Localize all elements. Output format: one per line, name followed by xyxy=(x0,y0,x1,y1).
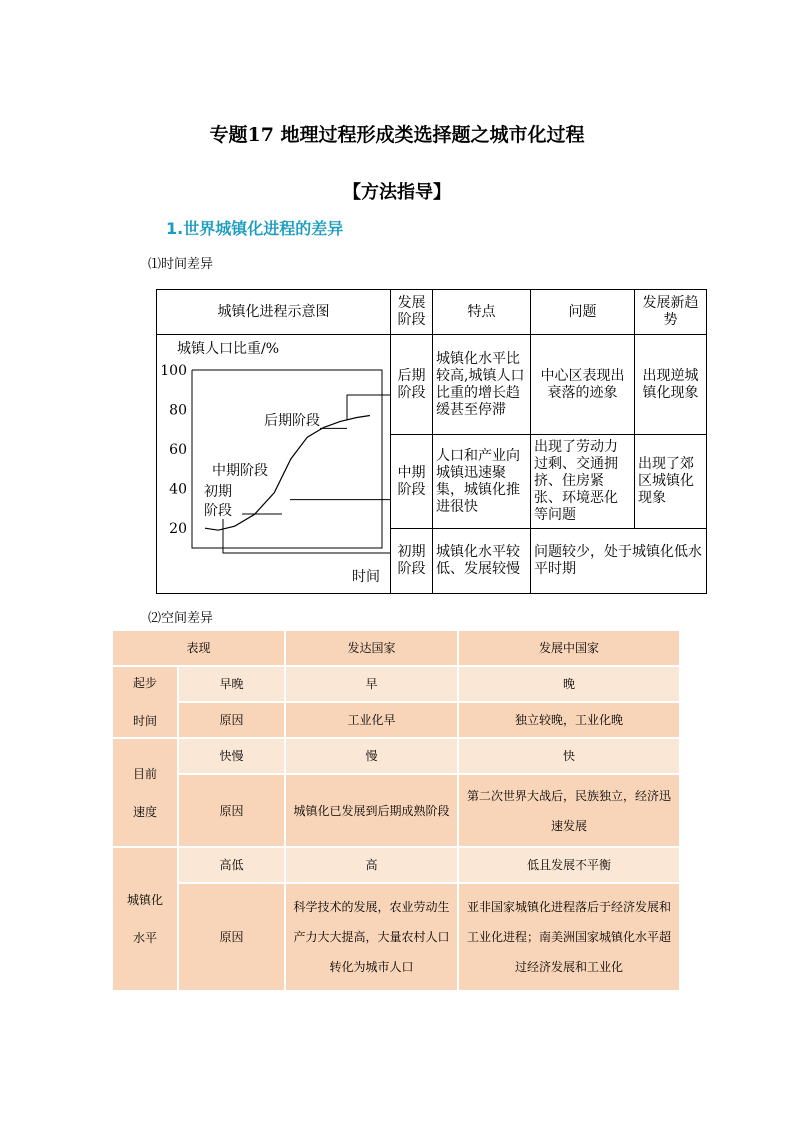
stage-late: 后期阶段 xyxy=(391,335,433,435)
label-level-reason: 原因 xyxy=(179,884,286,992)
y-tick-label: 20 xyxy=(169,521,187,538)
features-middle: 人口和产业向城镇迅速聚集，城镇化推进很快 xyxy=(433,435,531,529)
group-level xyxy=(113,848,179,992)
group-speed-line1: 目前 xyxy=(132,766,157,781)
chart-frame xyxy=(192,370,382,548)
label-speed-reason: 原因 xyxy=(179,775,286,848)
dev-fast-slow: 慢 xyxy=(286,739,459,775)
problems-early: 问题较少，处于城镇化低水平时期 xyxy=(531,529,707,594)
dev-level-reason: 科学技术的发展，农业劳动生产力大大提高，大量农村人口转化为城市人口 xyxy=(286,884,459,992)
group-speed xyxy=(113,739,179,848)
group-start-time-line1: 起步 xyxy=(132,676,157,690)
late-stage-leader xyxy=(347,395,391,420)
features-early: 城镇化水平较低、发展较慢 xyxy=(433,529,531,594)
y-tick-label: 40 xyxy=(169,481,187,498)
features-late: 城镇化水平比较高,城镇人口比重的增长趋缓甚至停滞 xyxy=(433,335,531,435)
devg-start-reason: 独立较晚，工业化晚 xyxy=(459,703,681,739)
dev-early-late: 早 xyxy=(286,667,459,703)
y-tick-label: 60 xyxy=(169,442,187,459)
y-tick-label: 80 xyxy=(169,402,187,419)
urbanization-chart-cell xyxy=(157,335,391,594)
header-features: 特点 xyxy=(433,290,531,335)
group-level-line1: 城镇化 xyxy=(126,893,163,907)
dev-start-reason: 工业化早 xyxy=(286,703,459,739)
problems-late: 中心区表现出衰落的迹象 xyxy=(531,335,635,435)
group-start-time-line2: 时间 xyxy=(132,714,157,728)
dev-speed-reason: 城镇化已发展到后期成熟阶段 xyxy=(286,775,459,848)
time-diff-label: ⑴时间差异 xyxy=(148,257,214,272)
y-tick-label: 100 xyxy=(160,363,187,379)
urbanization-curve-chart xyxy=(157,335,391,588)
label-start-reason: 原因 xyxy=(179,703,286,739)
devg-level-reason: 亚非国家城镇化进程落后于经济发展和工业化进程；南美洲国家城镇化水平超过经济发展和工业化 xyxy=(459,884,681,992)
label-fast-slow: 快慢 xyxy=(179,739,286,775)
devg-high-low: 低且发展不平衡 xyxy=(459,848,681,884)
x-axis-label: 时间 xyxy=(352,569,380,585)
dev-high-low: 高 xyxy=(286,848,459,884)
group-speed-line2: 速度 xyxy=(132,804,157,819)
space-diff-label: ⑵空间差异 xyxy=(148,611,214,626)
section-heading: 【方法指导】 xyxy=(343,182,451,203)
trend-late: 出现逆城镇化现象 xyxy=(635,335,707,435)
header-trend: 发展新趋势 xyxy=(635,290,707,335)
header-stage: 发展阶段 xyxy=(391,290,433,335)
trend-middle: 出现了郊区城镇化现象 xyxy=(635,435,707,529)
header-problems: 问题 xyxy=(531,290,635,335)
stage-early: 初期阶段 xyxy=(391,529,433,594)
header-diagram: 城镇化进程示意图 xyxy=(157,290,391,335)
devg-speed-reason: 第二次世界大战后，民族独立，经济迅速发展 xyxy=(459,775,681,848)
spatial-difference-table xyxy=(113,631,681,992)
problems-middle: 出现了劳动力过剩、交通拥挤、住房紧张、环境恶化等问题 xyxy=(531,435,635,529)
devg-early-late: 晚 xyxy=(459,667,681,703)
t2-header-aspect: 表现 xyxy=(113,631,286,667)
section1-title: 1.世界城镇化进程的差异 xyxy=(166,219,344,238)
document-title: 专题17 地理过程形成类选择题之城市化过程 xyxy=(209,124,585,146)
urbanization-stage-table xyxy=(156,289,707,594)
y-axis-label: 城镇人口比重/% xyxy=(177,341,280,357)
middle-stage-label: 中期阶段 xyxy=(212,463,268,479)
stage-middle: 中期阶段 xyxy=(391,435,433,529)
devg-fast-slow: 快 xyxy=(459,739,681,775)
early-stage-label-line1: 初期 xyxy=(204,484,232,500)
label-high-low: 高低 xyxy=(179,848,286,884)
late-stage-label: 后期阶段 xyxy=(264,413,320,429)
group-start-time xyxy=(113,667,179,739)
label-early-late: 早晚 xyxy=(179,667,286,703)
t2-header-developing: 发展中国家 xyxy=(459,631,681,667)
early-stage-label-line2: 阶段 xyxy=(204,503,232,519)
group-level-line2: 水平 xyxy=(132,931,157,945)
t2-header-developed: 发达国家 xyxy=(286,631,459,667)
